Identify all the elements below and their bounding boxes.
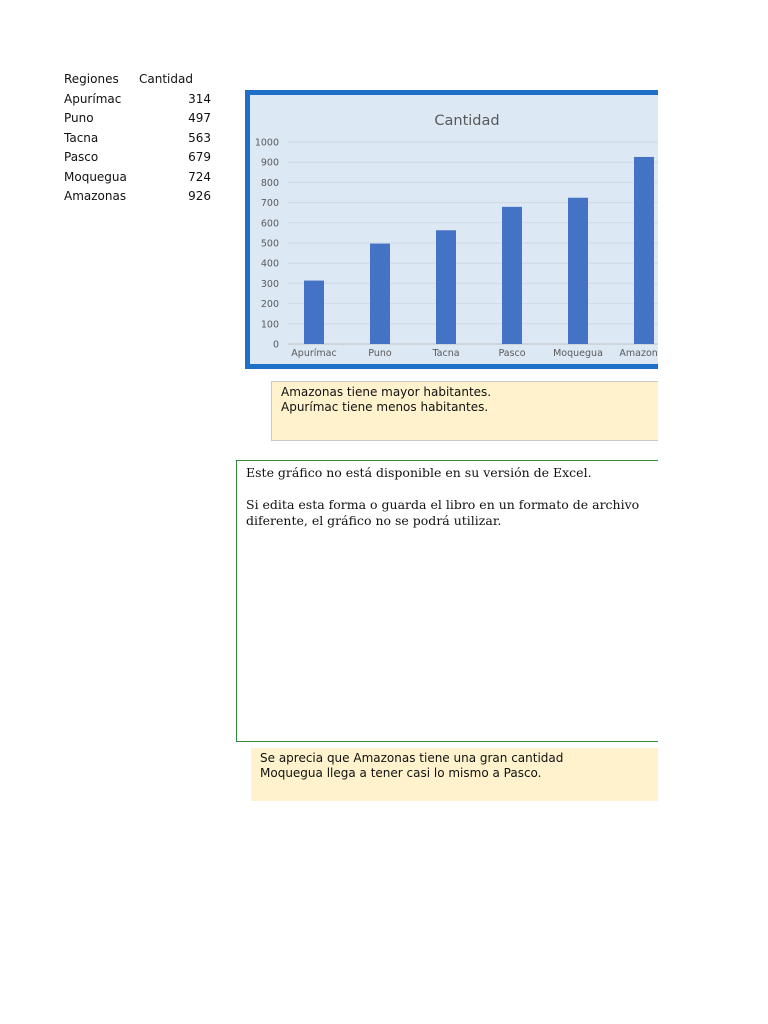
x-tick-label: Apurímac: [291, 348, 337, 359]
cell-region[interactable]: Tacna: [64, 130, 99, 145]
note-line: Apurímac tiene menos habitantes.: [281, 400, 489, 414]
y-tick-label: 300: [260, 278, 279, 290]
y-tick-label: 700: [260, 198, 279, 210]
unavailable-chart-box[interactable]: [236, 460, 658, 742]
bar-chart[interactable]: [250, 95, 669, 364]
bar[interactable]: [304, 281, 324, 344]
y-tick-label: 400: [260, 258, 279, 270]
cell-value[interactable]: 724: [188, 169, 211, 184]
cell-region[interactable]: Moquegua: [64, 169, 127, 184]
cell-value[interactable]: 497: [188, 111, 211, 125]
cell-value[interactable]: 563: [188, 130, 211, 145]
comment-note-2[interactable]: [251, 748, 658, 801]
y-tick-label: 100: [260, 319, 279, 331]
gridlines: [288, 142, 658, 344]
cell-value[interactable]: 926: [188, 189, 211, 203]
note-line: Amazonas tiene mayor habitantes.: [281, 385, 492, 399]
x-tick-label: Tacna: [432, 348, 460, 359]
cell-region[interactable]: Amazonas: [64, 189, 127, 203]
chart-area[interactable]: [250, 95, 669, 364]
bar[interactable]: [436, 230, 456, 344]
cell-value[interactable]: 679: [188, 150, 211, 164]
note-line: Moquegua llega a tener casi lo mismo a Pasco.: [260, 766, 542, 780]
header-cantidad[interactable]: Cantidad: [139, 72, 193, 86]
y-tick-label: 200: [260, 299, 279, 311]
y-tick-label: 0: [272, 339, 279, 351]
cell-region[interactable]: Pasco: [64, 150, 99, 164]
chart-title: Cantidad: [434, 113, 500, 129]
bar[interactable]: [568, 198, 588, 344]
note-line: Se aprecia que Amazonas tiene una gran cantidad: [260, 751, 564, 765]
cell-region[interactable]: Apurímac: [64, 91, 122, 106]
unavailable-message: Este gráfico no está disponible en su versión de Excel.: [246, 465, 592, 480]
x-tick-label: Pasco: [498, 348, 526, 359]
x-tick-label: Moquegua: [553, 348, 603, 359]
cell-region[interactable]: Puno: [64, 111, 94, 125]
y-tick-label: 600: [260, 218, 279, 230]
comment-note-1[interactable]: [271, 381, 658, 441]
x-axis-labels: [291, 348, 669, 359]
bar[interactable]: [634, 157, 654, 344]
y-tick-label: 900: [260, 157, 279, 169]
y-tick-label: 800: [260, 177, 279, 189]
x-tick-label: Puno: [368, 348, 392, 359]
x-tick-label: Amazonas: [619, 348, 669, 359]
header-regiones[interactable]: Regiones: [64, 72, 119, 86]
bar[interactable]: [370, 244, 390, 344]
bar[interactable]: [502, 207, 522, 344]
bars: [304, 157, 654, 344]
unavailable-detail: Si edita esta forma o guarda el libro en un formato de archivo diferente, el gráfico no se podrá utilizar.: [246, 497, 640, 528]
y-tick-label: 1000: [254, 137, 279, 149]
y-tick-label: 500: [260, 238, 279, 250]
chart-frame[interactable]: [245, 90, 669, 369]
y-axis-ticks: [255, 138, 279, 351]
cell-value[interactable]: 314: [188, 91, 211, 106]
data-table: [0, 0, 230, 210]
